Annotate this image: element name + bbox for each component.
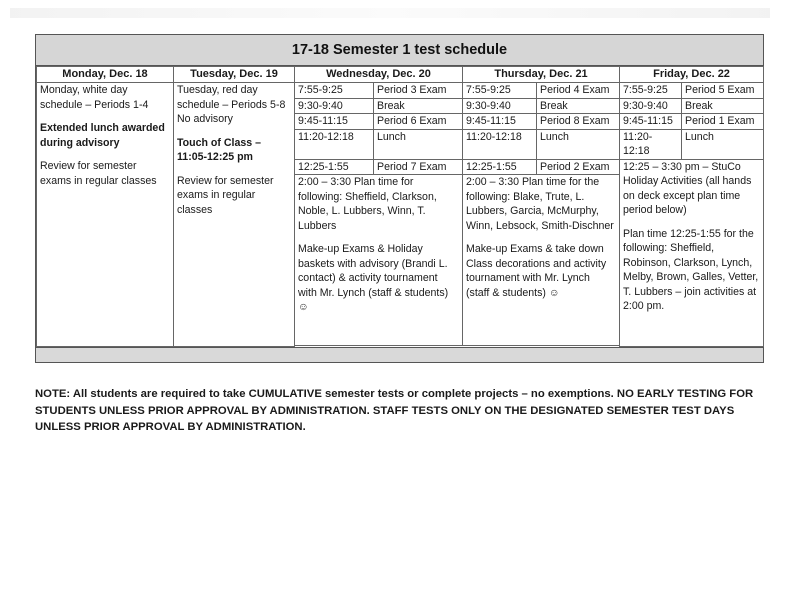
scan-artifact bbox=[10, 8, 770, 18]
tuesday-touch-of-class: Touch of Class – 11:05-12:25 pm bbox=[177, 136, 261, 163]
fri-slot-time: 11:20-12:18 bbox=[620, 129, 682, 159]
friday-afternoon-cell bbox=[620, 159, 764, 346]
wed-slot-time: 12:25-1:55 bbox=[295, 159, 374, 175]
schedule-table bbox=[36, 66, 764, 347]
wed-slot-time: 7:55-9:25 bbox=[295, 83, 374, 99]
wed-slot-event: Period 6 Exam bbox=[374, 114, 463, 130]
thu-slot-event: Period 2 Exam bbox=[537, 159, 620, 175]
friday-stuco-text: 12:25 – 3:30 pm – StuCo Holiday Activities (all hands on deck except plan time period below) bbox=[623, 160, 752, 216]
slot-row bbox=[37, 83, 764, 99]
thu-slot-time: 11:20-12:18 bbox=[463, 129, 537, 159]
friday-plan-text: Plan time 12:25-1:55 for the following: Sheffield, Robinson, Clarkson, Lynch, Melby, Brown, Galles, Vetter, T. Lubbers – join activities at 2:00 pm. bbox=[623, 227, 759, 312]
thu-slot-time: 12:25-1:55 bbox=[463, 159, 537, 175]
day-header-row bbox=[37, 67, 764, 83]
monday-cell bbox=[37, 83, 174, 347]
schedule-title: 17-18 Semester 1 test schedule bbox=[36, 35, 763, 66]
day-header-monday: Monday, Dec. 18 bbox=[37, 67, 174, 83]
thu-slot-time: 9:30-9:40 bbox=[463, 98, 537, 114]
day-header-tuesday: Tuesday, Dec. 19 bbox=[174, 67, 295, 83]
wed-slot-event: Break bbox=[374, 98, 463, 114]
day-header-wednesday: Wednesday, Dec. 20 bbox=[295, 67, 463, 83]
thu-slot-event: Lunch bbox=[537, 129, 620, 159]
wed-slot-event: Period 7 Exam bbox=[374, 159, 463, 175]
monday-lunch-award: Extended lunch awarded during advisory bbox=[40, 122, 165, 149]
tuesday-schedule-text: Tuesday, red day schedule – Periods 5-8 bbox=[177, 84, 286, 111]
wed-slot-time: 9:30-9:40 bbox=[295, 98, 374, 114]
tuesday-cell bbox=[174, 83, 295, 347]
tuesday-review-text: Review for semester exams in regular classes bbox=[177, 174, 274, 216]
fri-slot-event: Period 1 Exam bbox=[682, 114, 764, 130]
fri-slot-time: 9:45-11:15 bbox=[620, 114, 682, 130]
tuesday-advisory-text: No advisory bbox=[177, 113, 233, 125]
thursday-plan-text: 2:00 – 3:30 Plan time for the following: Blake, Trute, L. Lubbers, Garcia, McMurphy, Winn, Lebsock, Smith-Dischner bbox=[466, 176, 614, 232]
thursday-afternoon-cell bbox=[463, 175, 620, 346]
table-footer-bar bbox=[36, 347, 763, 362]
wednesday-activity-text: Make-up Exams & Holiday baskets with advisory (Brandi L. contact) & activity tournament with Mr. Lynch (staff & students) ☺ bbox=[298, 243, 449, 313]
thursday-activity-text: Make-up Exams & take down Class decorations and activity tournament with Mr. Lynch (staff & students) ☺ bbox=[466, 243, 607, 299]
fri-slot-event: Lunch bbox=[682, 129, 764, 159]
thu-slot-event: Break bbox=[537, 98, 620, 114]
wednesday-afternoon-cell bbox=[295, 175, 463, 346]
wednesday-plan-text: 2:00 – 3:30 Plan time for following: Sheffield, Clarkson, Noble, L. Lubbers, Winn, T. Lubbers bbox=[298, 176, 437, 232]
wed-slot-time: 9:45-11:15 bbox=[295, 114, 374, 130]
fri-slot-event: Break bbox=[682, 98, 764, 114]
fri-slot-time: 9:30-9:40 bbox=[620, 98, 682, 114]
thu-slot-time: 9:45-11:15 bbox=[463, 114, 537, 130]
exam-policy-note: NOTE: All students are required to take CUMULATIVE semester tests or complete projects – no exemptions. NO EARLY TESTING FOR STUDENTS UNLESS PRIOR APPROVAL BY ADMINISTRATION. STAFF TESTS ONLY ON THE DESIGNATED SEMESTER TEST DAYS UNLESS PRIOR APPROVAL BY ADMINISTRATION. bbox=[35, 388, 754, 433]
fri-slot-event: Period 5 Exam bbox=[682, 83, 764, 99]
wed-slot-time: 11:20-12:18 bbox=[295, 129, 374, 159]
monday-schedule-text: Monday, white day schedule – Periods 1-4 bbox=[40, 84, 149, 111]
day-header-friday: Friday, Dec. 22 bbox=[620, 67, 764, 83]
thu-slot-event: Period 8 Exam bbox=[537, 114, 620, 130]
wed-slot-event: Period 3 Exam bbox=[374, 83, 463, 99]
monday-review-text: Review for semester exams in regular classes bbox=[40, 160, 157, 187]
thu-slot-time: 7:55-9:25 bbox=[463, 83, 537, 99]
fri-slot-time: 7:55-9:25 bbox=[620, 83, 682, 99]
wed-slot-event: Lunch bbox=[374, 129, 463, 159]
thu-slot-event: Period 4 Exam bbox=[537, 83, 620, 99]
day-header-thursday: Thursday, Dec. 21 bbox=[463, 67, 620, 83]
schedule-document bbox=[35, 34, 764, 363]
